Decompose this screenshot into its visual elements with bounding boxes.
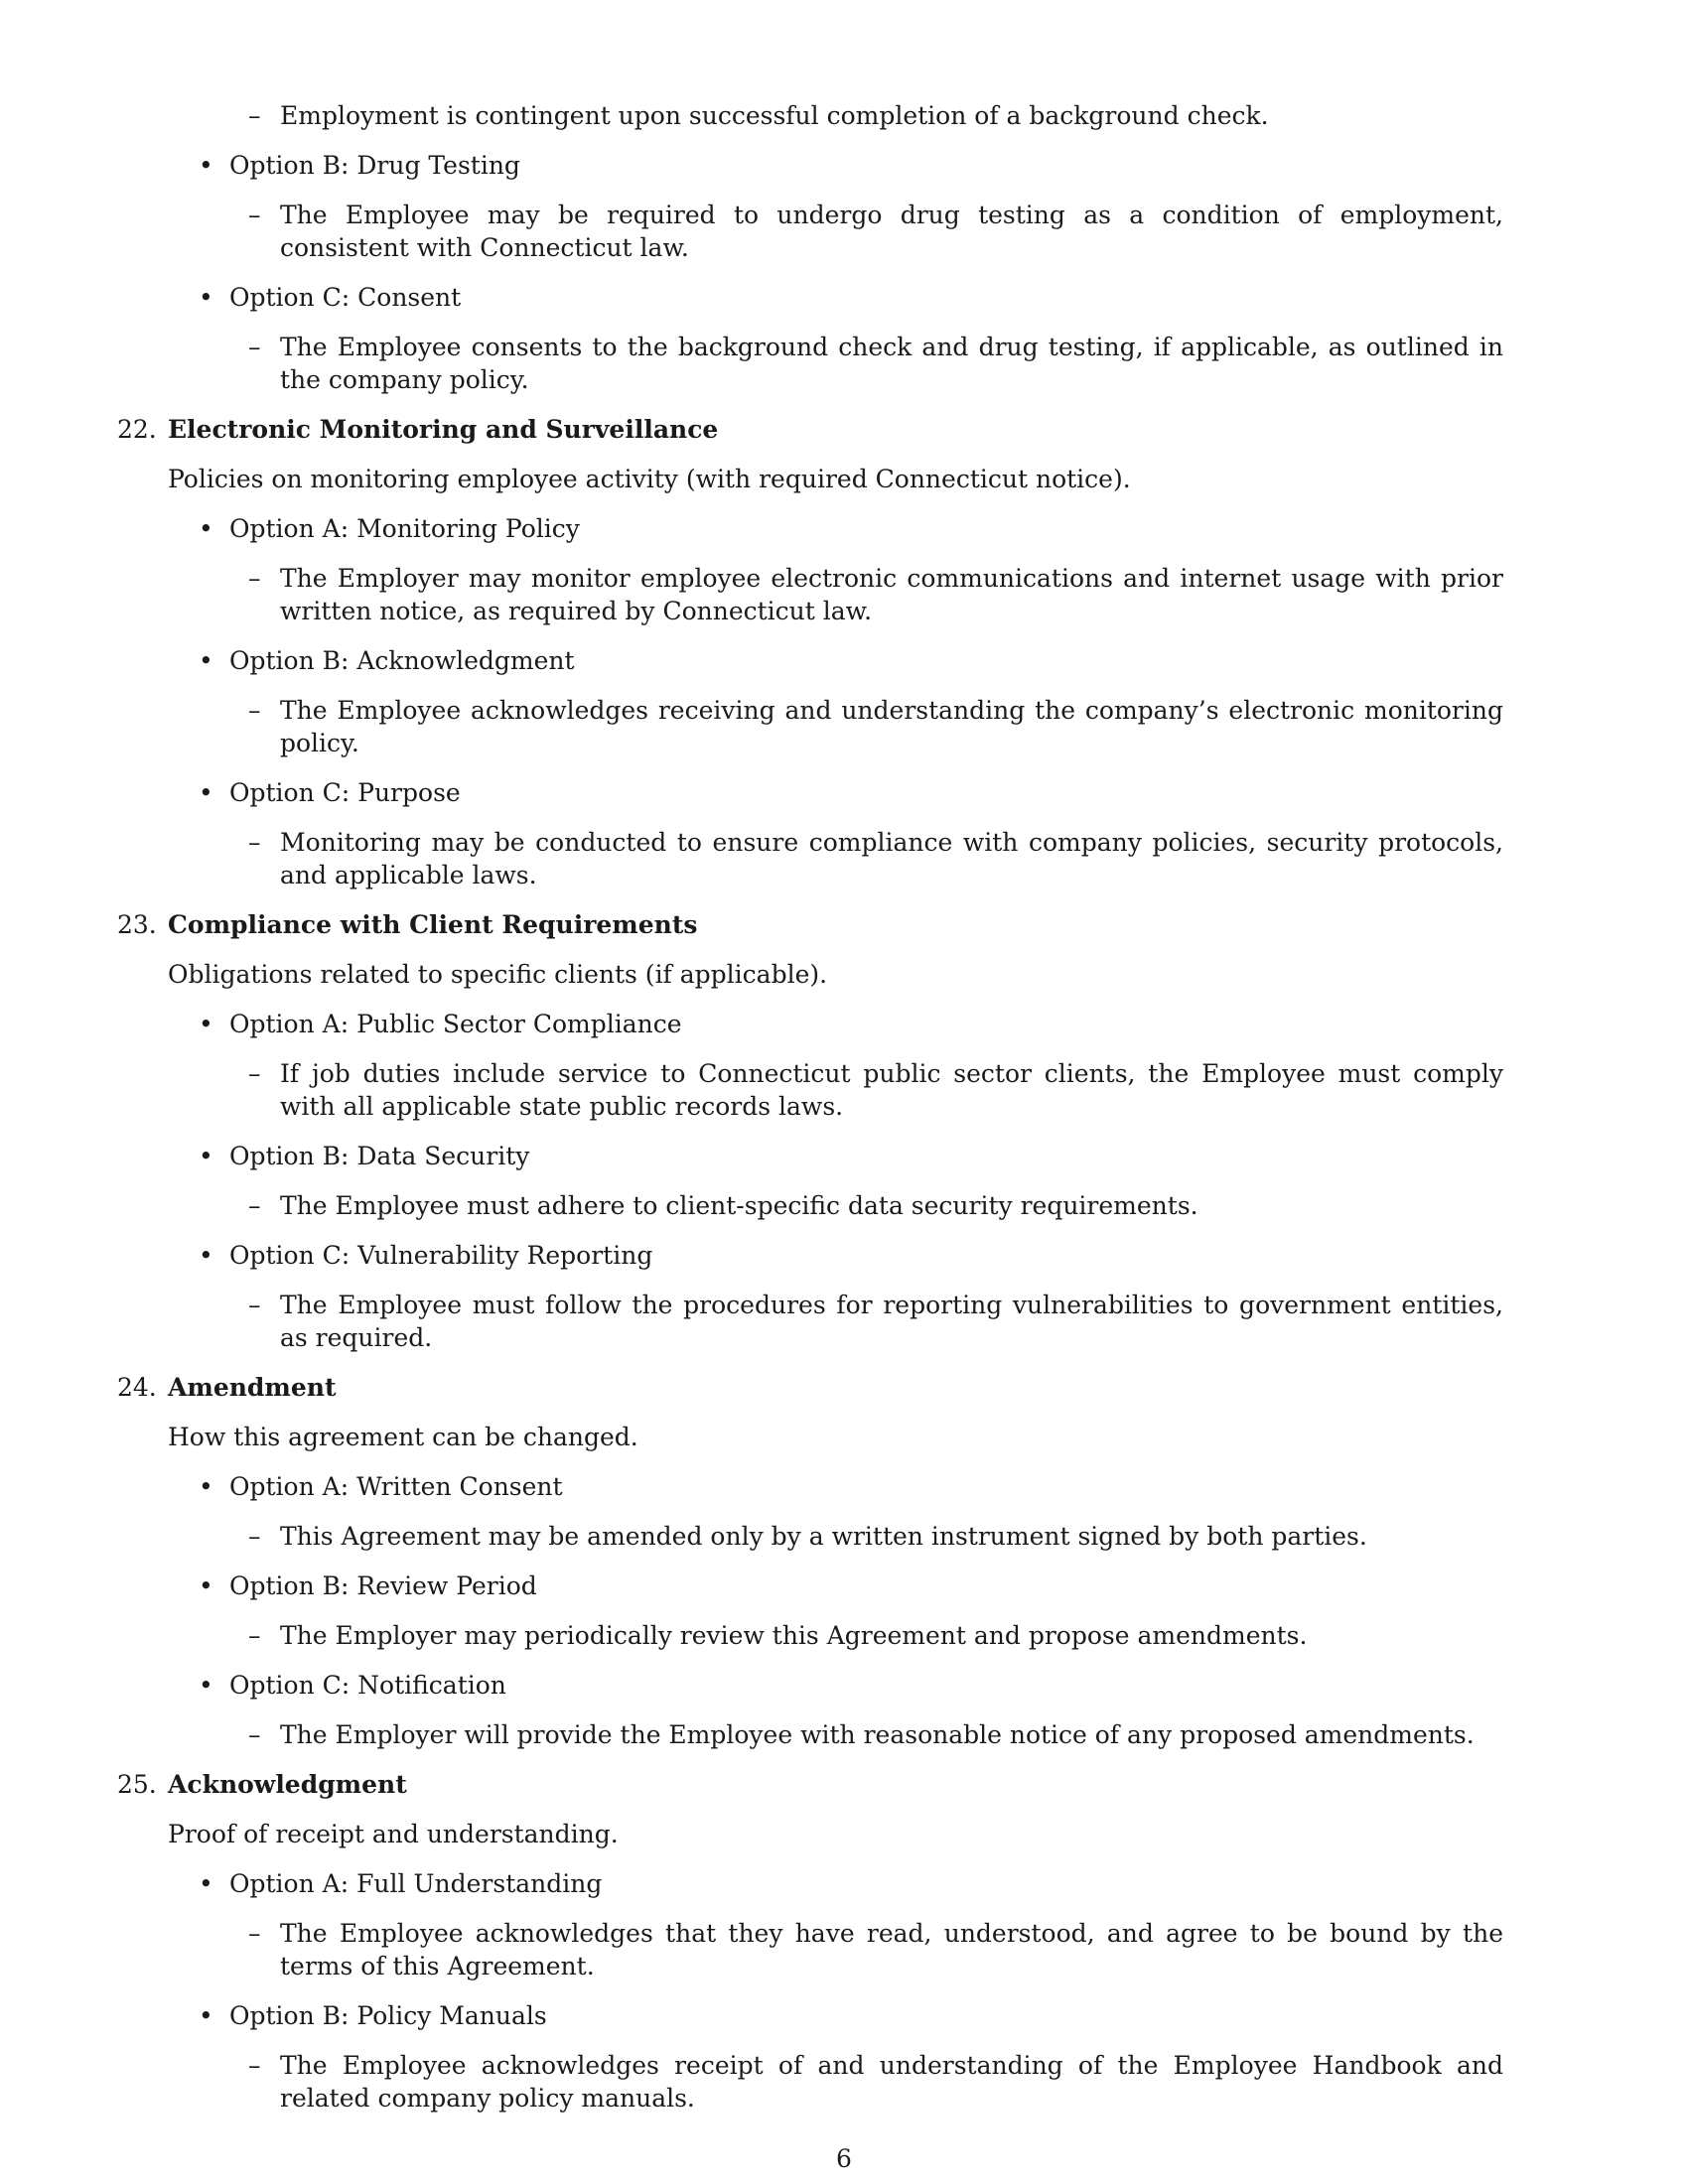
bullet-marker: • (199, 646, 213, 675)
option-item (117, 1470, 1595, 1503)
option-label: Option A: Monitoring Policy (229, 514, 580, 543)
section-heading (117, 413, 1595, 446)
option-item (117, 1570, 1595, 1602)
section-description: How this agreement can be changed. (168, 1423, 638, 1451)
page-number: 6 (836, 2144, 852, 2173)
option-detail-text: The Employee acknowledges that they have read, understood, and agree to be bound by the terms of this Agreement. (280, 1919, 1503, 1980)
option-detail (117, 99, 1595, 132)
dash-marker: – (248, 564, 261, 593)
dash-marker: – (248, 1720, 261, 1749)
dash-marker: – (248, 1522, 261, 1551)
option-detail-text: If job duties include service to Connecticut public sector clients, the Employee must comply with all applicable state public records laws. (280, 1059, 1503, 1121)
option-label: Option C: Vulnerability Reporting (229, 1241, 653, 1270)
option-detail-text: The Employer may periodically review this Agreement and propose amendments. (280, 1621, 1308, 1650)
bullet-marker: • (199, 1241, 213, 1270)
option-item (117, 644, 1595, 677)
option-detail (117, 199, 1595, 264)
option-detail (117, 694, 1595, 759)
section-23 (117, 908, 1595, 1354)
option-detail-text: The Employee must follow the procedures for reporting vulnerabilities to government entities, as required. (280, 1291, 1503, 1352)
bullet-marker: • (199, 1671, 213, 1700)
option-detail (117, 1520, 1595, 1553)
option-label: Option B: Data Security (229, 1142, 530, 1170)
option-detail-text: The Employee consents to the background check and drug testing, if applicable, as outlined in the company policy. (280, 333, 1503, 394)
option-detail (117, 562, 1595, 627)
section-25 (117, 1768, 1595, 2115)
dash-marker: – (248, 1191, 261, 1220)
option-item (117, 149, 1595, 182)
bullet-marker: • (199, 283, 213, 312)
option-detail (117, 826, 1595, 891)
section-description: Policies on monitoring employee activity (with required Connecticut notice). (168, 465, 1131, 493)
option-item (117, 1669, 1595, 1702)
bullet-marker: • (199, 1010, 213, 1038)
bullet-marker: • (199, 1869, 213, 1898)
section-description: Proof of receipt and understanding. (168, 1820, 619, 1848)
option-label: Option A: Full Understanding (229, 1869, 603, 1898)
section-22 (117, 413, 1595, 891)
option-detail (117, 1189, 1595, 1222)
dash-marker: – (248, 1059, 261, 1088)
option-label: Option C: Notification (229, 1671, 506, 1700)
option-detail-text: The Employee acknowledges receipt of and understanding of the Employee Handbook and related company policy manuals. (280, 2051, 1503, 2113)
option-detail (117, 1917, 1595, 1982)
option-item (117, 512, 1595, 545)
bullet-marker: • (199, 1142, 213, 1170)
dash-marker: – (248, 2051, 261, 2080)
section-title: Acknowledgment (168, 1770, 407, 1799)
dash-marker: – (248, 201, 261, 229)
dash-marker: – (248, 828, 261, 857)
option-label: Option B: Drug Testing (229, 151, 520, 180)
option-detail (117, 2049, 1595, 2115)
option-label: Option B: Policy Manuals (229, 2001, 547, 2030)
option-detail-text: The Employer may monitor employee electronic communications and internet usage with prior written notice, as required by Connecticut law. (280, 564, 1503, 625)
section-number: 23. (117, 910, 157, 939)
option-detail-text: This Agreement may be amended only by a written instrument signed by both parties. (280, 1522, 1367, 1551)
section-title: Amendment (168, 1373, 337, 1402)
option-detail-text: The Employee acknowledges receiving and understanding the company’s electronic monitoring policy. (280, 696, 1503, 757)
option-label: Option C: Consent (229, 283, 462, 312)
dash-marker: – (248, 696, 261, 725)
section-number: 22. (117, 415, 157, 444)
section-title: Compliance with Client Requirements (168, 910, 698, 939)
section-heading (117, 908, 1595, 941)
option-detail-text: Employment is contingent upon successful completion of a background check. (280, 101, 1269, 130)
option-detail-text: The Employee must adhere to client-specific data security requirements. (280, 1191, 1198, 1220)
option-item (117, 1008, 1595, 1040)
dash-marker: – (248, 101, 261, 130)
option-label: Option A: Public Sector Compliance (229, 1010, 682, 1038)
option-label: Option C: Purpose (229, 778, 461, 807)
option-detail (117, 1289, 1595, 1354)
bullet-marker: • (199, 778, 213, 807)
bullet-marker: • (199, 514, 213, 543)
option-detail (117, 331, 1595, 396)
option-label: Option B: Acknowledgment (229, 646, 575, 675)
dash-marker: – (248, 1291, 261, 1319)
section-description: Obligations related to specific clients (if applicable). (168, 960, 828, 989)
page-content (117, 99, 1595, 2131)
option-detail (117, 1619, 1595, 1652)
dash-marker: – (248, 333, 261, 361)
option-detail-text: The Employee may be required to undergo drug testing as a condition of employment, consistent with Connecticut law. (280, 201, 1503, 262)
option-label: Option A: Written Consent (229, 1472, 563, 1501)
dash-marker: – (248, 1919, 261, 1948)
option-detail (117, 1718, 1595, 1751)
section-title: Electronic Monitoring and Surveillance (168, 415, 719, 444)
option-detail-text: Monitoring may be conducted to ensure compliance with company policies, security protocols, and applicable laws. (280, 828, 1503, 889)
bullet-marker: • (199, 1571, 213, 1600)
option-item (117, 1239, 1595, 1272)
dash-marker: – (248, 1621, 261, 1650)
option-item (117, 281, 1595, 314)
bullet-marker: • (199, 2001, 213, 2030)
option-label: Option B: Review Period (229, 1571, 537, 1600)
bullet-marker: • (199, 1472, 213, 1501)
option-item (117, 1140, 1595, 1172)
option-detail (117, 1057, 1595, 1123)
section-24 (117, 1371, 1595, 1751)
option-detail-text: The Employer will provide the Employee with reasonable notice of any proposed amendments. (280, 1720, 1475, 1749)
option-item (117, 1999, 1595, 2032)
section-number: 25. (117, 1770, 157, 1799)
section-number: 24. (117, 1373, 157, 1402)
option-item (117, 776, 1595, 809)
section-heading (117, 1371, 1595, 1404)
option-item (117, 1867, 1595, 1900)
section-heading (117, 1768, 1595, 1801)
bullet-marker: • (199, 151, 213, 180)
